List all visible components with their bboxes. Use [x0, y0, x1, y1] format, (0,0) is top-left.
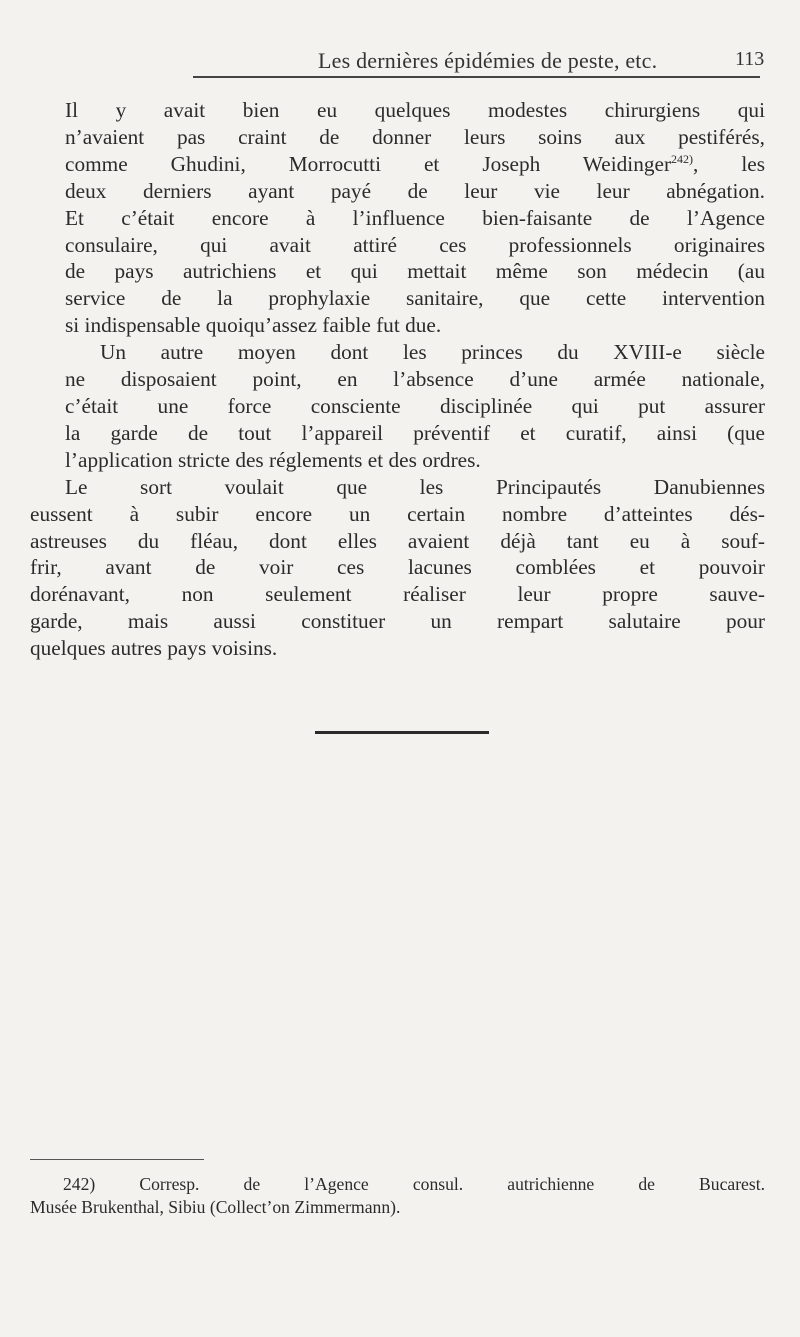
text-line: ne disposaient point, en l’absence d’une armée nationale,: [65, 367, 765, 392]
text-line-indented: [30, 474, 765, 501]
text-line: frir, avant de voir ces lacunes comblées et pouvoir: [30, 555, 765, 580]
text-line: Le sort voulait que les Principautés Danubiennes: [65, 474, 765, 499]
paragraph-1: [30, 97, 765, 474]
text-line: eussent à subir encore un certain nombre d’atteintes dés-: [30, 501, 765, 526]
text-line: Et c’était encore à l’influence bien-faisante de l’Agence: [65, 205, 765, 230]
text-line: astreuses du fléau, dont elles avaient déjà tant eu à souf-: [30, 528, 765, 553]
text-line-indented: [30, 339, 765, 366]
text-line-end: , les: [693, 151, 765, 176]
text-line: service de la prophylaxie sanitaire, que cette intervention: [65, 286, 765, 311]
text-line: dorénavant, non seulement réaliser leur propre sauve-: [30, 582, 765, 607]
text-line: Un autre moyen dont les princes du XVIII-e siècle: [100, 340, 765, 365]
footnote-rule: [30, 1159, 204, 1160]
section-divider: [315, 731, 489, 734]
main-text: [30, 97, 765, 662]
running-title: Les dernières épidémies de peste, etc.: [318, 48, 658, 73]
footnote: [30, 1173, 765, 1219]
text-line: consulaire, qui avait attiré ces professionnels originaires: [65, 232, 765, 257]
text-line: n’avaient pas craint de donner leurs soins aux pestiférés,: [65, 124, 765, 149]
text-line-start: comme Ghudini, Morrocutti et Joseph Weidinger: [65, 151, 672, 176]
header-rule: [193, 76, 760, 78]
footnote-reference: 242): [671, 151, 694, 166]
text-line: garde, mais aussi constituer un rempart salutaire pour: [30, 609, 765, 634]
paragraph-2: [30, 474, 765, 662]
page-number: 113: [735, 48, 765, 70]
text-line: si indispensable quoiqu’assez faible fut due.: [65, 313, 442, 338]
text-line: de pays autrichiens et qui mettait même son médecin (au: [65, 259, 765, 284]
text-line: deux derniers ayant payé de leur vie leur abnégation.: [65, 178, 765, 203]
text-line: l’application stricte des réglements et des ordres.: [65, 447, 481, 472]
text-line: c’était une force consciente disciplinée qui put assurer: [65, 393, 765, 418]
footnote-line: 242) Corresp. de l’Agence consul. autrichienne de Bucarest.: [63, 1174, 765, 1194]
text-line: quelques autres pays voisins.: [30, 636, 278, 661]
footnote-line: Musée Brukenthal, Sibiu (Collect’on Zimmermann).: [30, 1197, 401, 1217]
text-line: Il y avait bien eu quelques modestes chirurgiens qui: [65, 98, 765, 122]
text-line-with-footnote: [30, 151, 765, 178]
text-line: la garde de tout l’appareil préventif et curatif, ainsi (que: [65, 420, 765, 445]
